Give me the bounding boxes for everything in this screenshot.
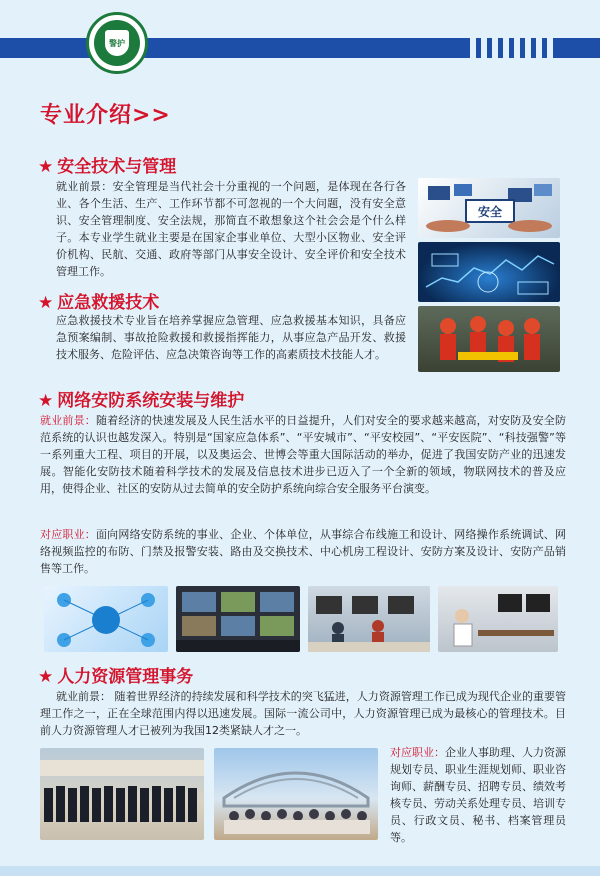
svg-text:安全: 安全 [477, 205, 503, 219]
network-jobs-paragraph: 对应职业：面向网络安防系统的事业、企业、个体单位，从事综合布线施工和设计、网络操作系统调试、网络视频监控的布防、门禁及报警安装、路由及交换技术、中心机房工程设计、安防方案及设计、安防产品销售等工作。 [40, 528, 567, 575]
section-title-hr: ★ 人力资源管理事务 [38, 667, 194, 687]
banner-stripes [470, 38, 553, 58]
safety-data-image [418, 242, 560, 302]
page-title: 专业介绍>> [40, 103, 171, 128]
star-icon: ★ [38, 391, 54, 411]
monitoring-room-image [176, 586, 300, 652]
rescue-team-image [418, 306, 560, 372]
workstation-image [438, 586, 558, 652]
safety-concept-image [418, 178, 560, 238]
section-title-safety: ★ 安全技术与管理 [38, 157, 177, 177]
section-title-rescue: ★ 应急救援技术 [38, 293, 160, 313]
star-icon: ★ [38, 157, 54, 177]
network-diagram-image [44, 586, 168, 652]
star-icon: ★ [38, 293, 54, 313]
section-title-network-security: ★ 网络安防系统安装与维护 [38, 391, 245, 411]
jobs-label: 对应职业： [390, 746, 445, 759]
rescue-paragraph: 应急救援技术专业旨在培养掌握应急管理、应急救援基本知识，具备应急预案编制、事故抢险救援和救援指挥能力，从事应急产品开发、救援技术服务、危险评估、应急决策咨询等工作的高素质技术技能人才。 [56, 314, 406, 361]
shield-icon: 警护 [105, 30, 129, 56]
hr-group-photo-image [214, 748, 378, 840]
training-lab-image [308, 586, 430, 652]
network-prospect-paragraph: 就业前景：随着经济的快速发展及人民生活水平的日益提升，人们对安全的要求越来越高，对安防及安全防范系统的认识也越发深入。特别是“国家应急体系”、“平安城市”、“平安校园”、“平安医院”、“科技强警”等一系列重大工程、项目的开展，以及奥运会、世博会等重大国际活动的举办，促进了我国安防产业的迅速发展。智能化安防技术随着科学技术的发展及信息技术进步已迈入了一个全新的领域，物联网技术的普及应用，使得企业、社区的安防从过去简单的安全防护系统向综合安全服务平台演变。 [40, 414, 567, 495]
hr-jobs-paragraph: 对应职业：企业人事助理、人力资源规划专员、职业生涯规划师、职业咨询师、薪酬专员、招聘专员、绩效考核专员、劳动关系处理专员、培训专员、行政文员、秘书、档案管理员等。 [390, 746, 566, 844]
hr-prospect-paragraph: 就业前景： 随着世界经济的持续发展和科学技术的突飞猛进，人力资源管理工作已成为现代企业的重要管理工作之一，正在全球范围内得以迅速发展。国际一流公司中，人力资源管理已成为最核心的管理技术。目前人力资源管理人才已被列为我国12类紧缺人才之一。 [40, 690, 566, 737]
jobs-label: 对应职业： [40, 528, 96, 541]
safety-paragraph: 就业前景：安全管理是当代社会十分重视的一个问题，是体现在各行各业、各个生活、生产、工作环节都不可忽视的一个大问题，没有安全意识、安全管理制度、安全法规，那简直不敢想象这个社会会是个什么样子。本专业学生就业主要是在国家企事业单位、大型小区物业、安全评价机构、民航、交通、政府等部门从事安全设计、安全评价和安全技术管理工作。 [56, 180, 406, 278]
hr-team-lineup-image [40, 748, 204, 840]
prospect-label: 就业前景： [40, 414, 96, 427]
school-logo [86, 12, 148, 74]
bottom-strip [0, 866, 600, 876]
star-icon: ★ [38, 667, 54, 687]
